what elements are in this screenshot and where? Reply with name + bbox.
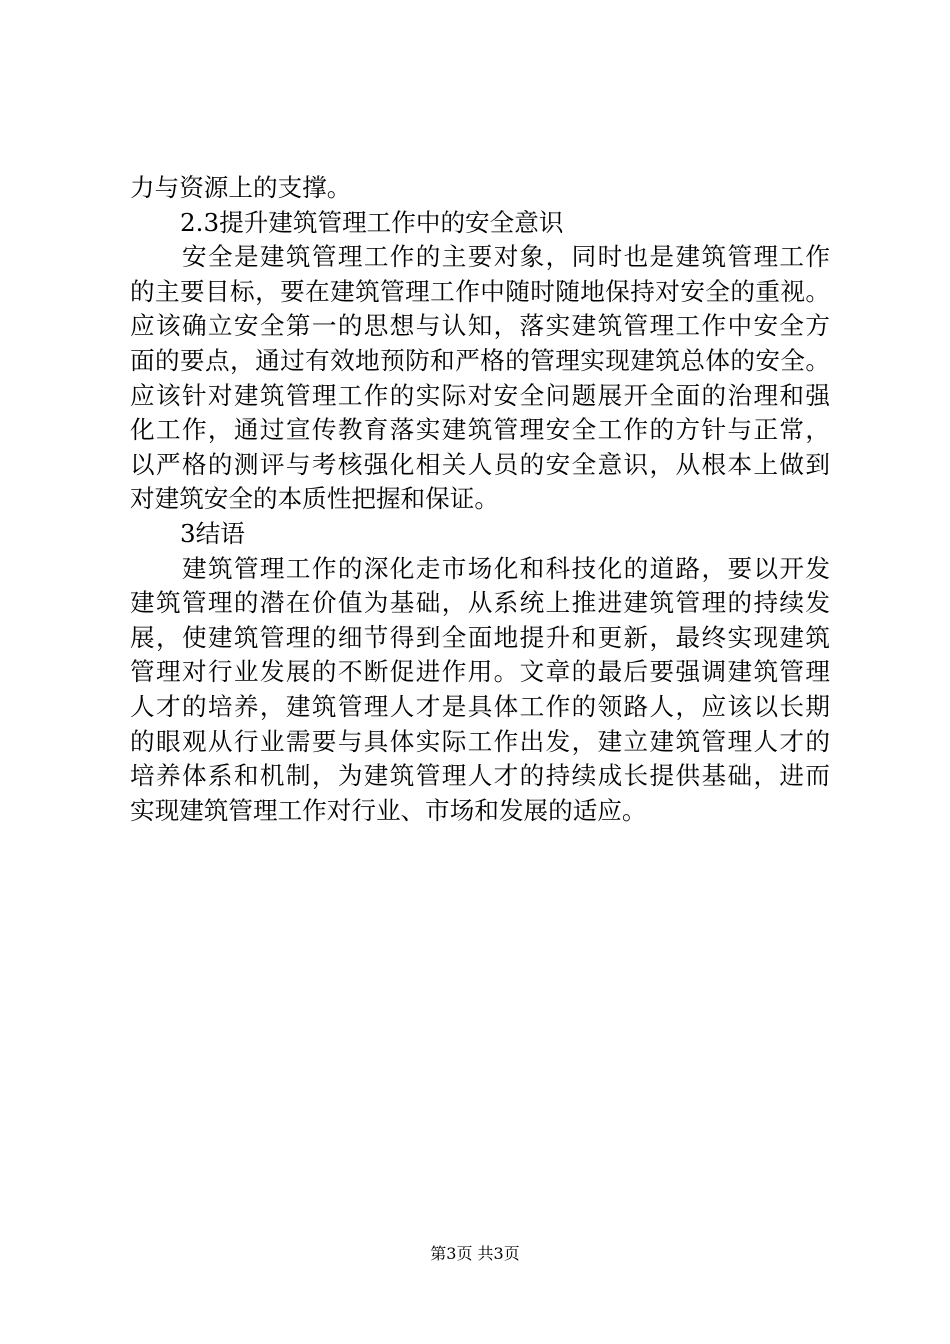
paragraph-line: 建筑管理工作的深化走市场化和科技化的道路，要以开发 bbox=[182, 553, 830, 583]
paragraph-line: 建筑管理的潜在价值为基础，从系统上推进建筑管理的持续发 bbox=[130, 588, 830, 618]
document-body bbox=[130, 171, 830, 828]
section-heading: 2.3提升建筑管理工作中的安全意识 bbox=[180, 207, 564, 237]
paragraph-line: 以严格的测评与考核强化相关人员的安全意识，从根本上做到 bbox=[130, 449, 830, 479]
section-heading: 3结语 bbox=[180, 518, 245, 548]
page-number-footer: 第3页 共3页 bbox=[430, 1244, 520, 1263]
paragraph-line: 展，使建筑管理的细节得到全面地提升和更新，最终实现建筑 bbox=[130, 622, 830, 652]
paragraph-line: 安全是建筑管理工作的主要对象，同时也是建筑管理工作 bbox=[182, 242, 830, 272]
paragraph-line: 面的要点，通过有效地预防和严格的管理实现建筑总体的安全。 bbox=[130, 345, 830, 375]
paragraph-line: 应该针对建筑管理工作的实际对安全问题展开全面的治理和强 bbox=[130, 380, 830, 410]
paragraph-line: 化工作，通过宣传教育落实建筑管理安全工作的方针与正常， bbox=[130, 415, 830, 445]
paragraph-line: 的眼观从行业需要与具体实际工作出发，建立建筑管理人才的 bbox=[130, 726, 830, 756]
paragraph-line: 实现建筑管理工作对行业、市场和发展的适应。 bbox=[130, 795, 647, 825]
paragraph-line: 力与资源上的支撑。 bbox=[130, 173, 352, 202]
paragraph-line: 的主要目标，要在建筑管理工作中随时随地保持对安全的重视。 bbox=[130, 276, 830, 306]
paragraph-line: 应该确立安全第一的思想与认知，落实建筑管理工作中安全方 bbox=[130, 311, 830, 341]
paragraph-line: 人才的培养，建筑管理人才是具体工作的领路人，应该以长期 bbox=[130, 691, 830, 721]
paragraph-line: 管理对行业发展的不断促进作用。文章的最后要强调建筑管理 bbox=[130, 657, 830, 687]
paragraph-line: 培养体系和机制，为建筑管理人才的持续成长提供基础，进而 bbox=[130, 761, 830, 791]
paragraph-line: 对建筑安全的本质性把握和保证。 bbox=[130, 484, 499, 514]
